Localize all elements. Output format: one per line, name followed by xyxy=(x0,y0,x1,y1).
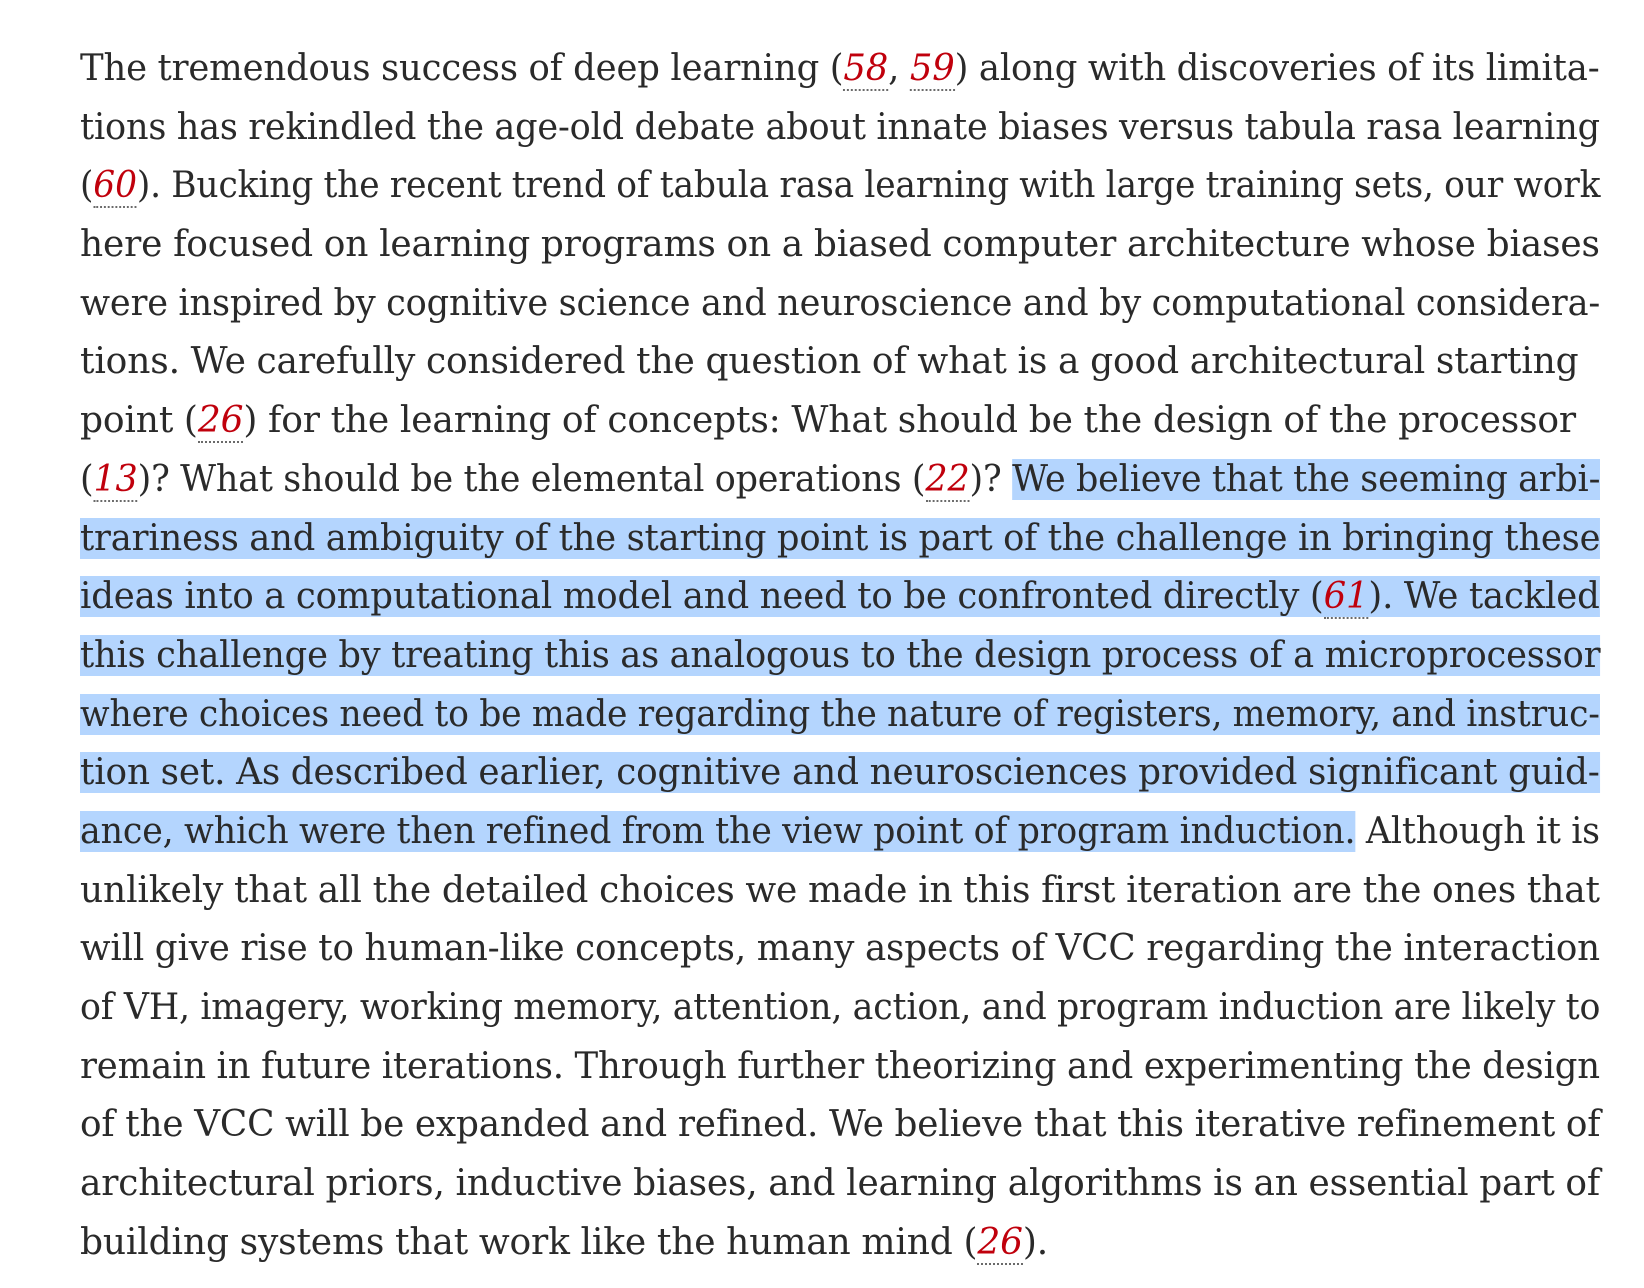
text-line: here focused on learning programs on a biased computer architecture whose biases xyxy=(80,224,1600,266)
text-line: tions. We carefully considered the question of what is a good architectural starting xyxy=(80,341,1579,383)
citation-link-58[interactable]: 58 xyxy=(843,48,889,89)
text-line: tions has rekindled the age-old debate about innate biases versus tabula rasa learning xyxy=(80,106,1600,148)
text-line xyxy=(80,686,1600,745)
text-line: remain in future iterations. Through further theorizing and experimenting the design xyxy=(80,1045,1600,1087)
citation-link-59[interactable]: 59 xyxy=(909,48,955,89)
text-line: building systems that work like the human mind (26). xyxy=(80,1221,1049,1263)
text-line: unlikely that all the detailed choices we made in this first iteration are the ones that xyxy=(80,869,1600,911)
selected-text[interactable]: tion set. As described earlier, cognitive and neurosciences provided significant guid- xyxy=(80,752,1600,794)
citation-link-22[interactable]: 22 xyxy=(925,458,970,500)
text-line: (13)? What should be the elemental operations (22)? We believe that the seeming arbi- xyxy=(80,458,1601,500)
article-body xyxy=(80,40,1600,1272)
text-line: point (26) for the learning of concepts: What should be the design of the processor xyxy=(80,400,1576,442)
selected-text[interactable]: We believe that the seeming arbi- xyxy=(1012,458,1601,500)
text-line xyxy=(80,744,1600,803)
text-line xyxy=(80,510,1601,569)
citation-link-60[interactable]: 60 xyxy=(93,165,137,207)
text-line xyxy=(80,627,1601,686)
citation-link-26[interactable]: 26 xyxy=(977,1221,1023,1263)
citation-link-61[interactable]: 61 xyxy=(1323,576,1369,618)
text-line: ance, which were then refined from the view point of program induction. Although it is xyxy=(80,810,1600,852)
text-line: The tremendous success of deep learning (58, 59) along with discoveries of its limita- xyxy=(80,48,1600,89)
text-line: will give rise to human-like concepts, many aspects of VCC regarding the interaction xyxy=(80,928,1600,970)
text-line xyxy=(80,568,1600,627)
citation-link-13[interactable]: 13 xyxy=(93,458,138,500)
selected-text[interactable]: where choices need to be made regarding the nature of registers, memory, and instruc- xyxy=(80,693,1600,735)
text-line: were inspired by cognitive science and neuroscience and by computational considera- xyxy=(80,282,1601,324)
citation-link-26[interactable]: 26 xyxy=(197,400,244,442)
body-paragraph[interactable] xyxy=(80,40,1600,1272)
text-line: of VH, imagery, working memory, attention, action, and program induction are likely to xyxy=(80,987,1601,1028)
text-line: architectural priors, inductive biases, and learning algorithms is an essential part of xyxy=(80,1163,1600,1205)
text-line: of the VCC will be expanded and refined. We believe that this iterative refinement of xyxy=(80,1104,1601,1146)
selected-text[interactable]: ance, which were then refined from the view point of program induction. xyxy=(80,810,1356,852)
text-line: (60). Bucking the recent trend of tabula rasa learning with large training sets, our work xyxy=(80,165,1601,207)
selected-text[interactable]: trariness and ambiguity of the starting point is part of the challenge in bringing these xyxy=(80,517,1601,559)
selected-text[interactable]: this challenge by treating this as analogous to the design process of a microprocessor xyxy=(80,634,1601,676)
selected-text[interactable]: ideas into a computational model and need to be confronted directly (61). We tackled xyxy=(80,576,1600,618)
